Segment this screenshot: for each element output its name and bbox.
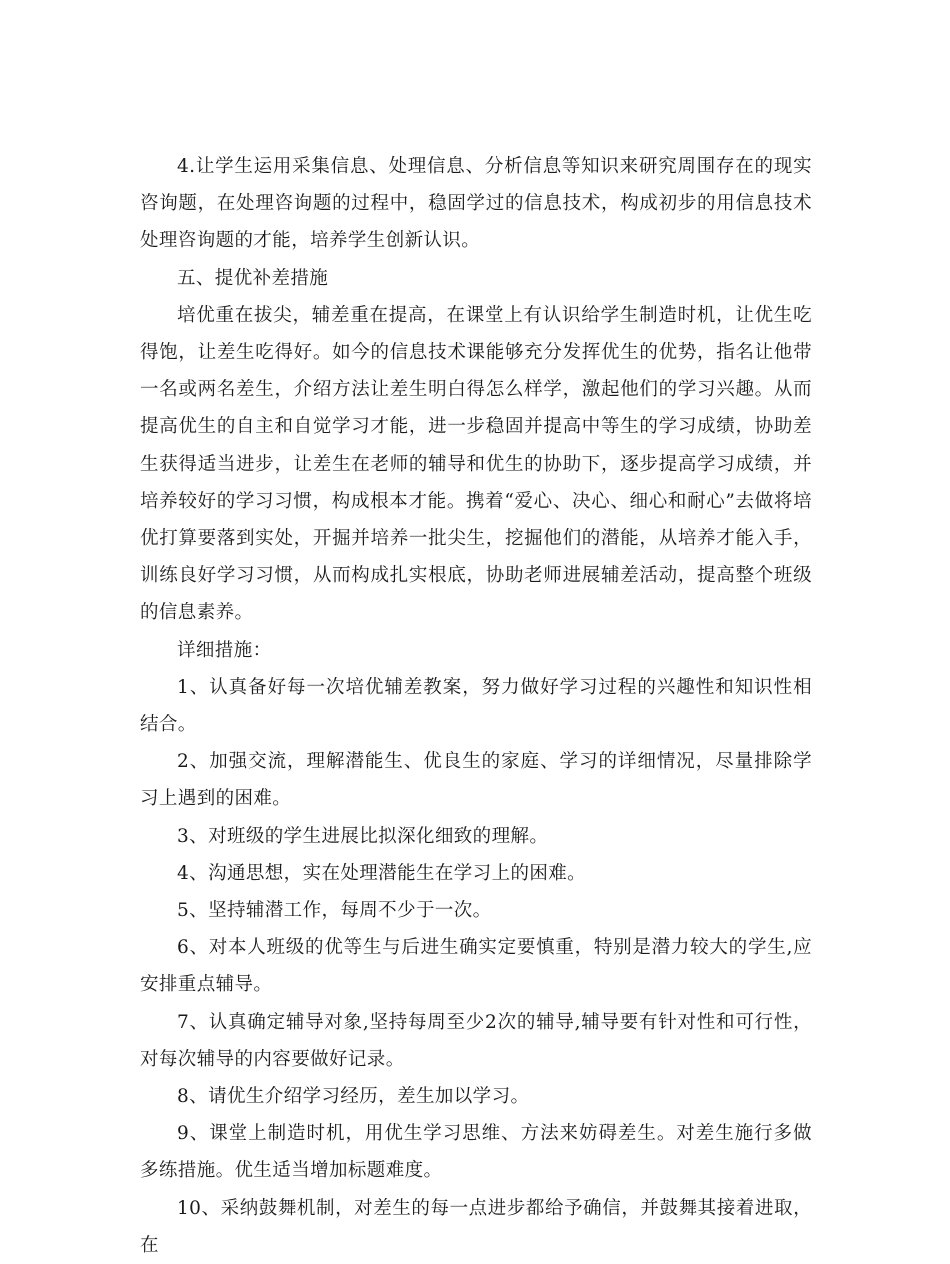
document-body (140, 148, 812, 1264)
list-item-4: 4、沟通思想，实在处理潜能生在学习上的困难。 (177, 862, 587, 884)
list-item-10: 10、采纳鼓舞机制，对差生的每一点进步都给予确信，并鼓舞其接着进取，在 (140, 1197, 812, 1256)
list-item-3: 3、对班级的学生进展比拟深化细致的理解。 (177, 825, 549, 847)
list-item-2: 2、加强交流，理解潜能生、优良生的家庭、学习的详细情况，尽量排除学习上遇到的困难。 (140, 751, 812, 810)
list-item-5: 5、坚持辅潜工作，每周不少于一次。 (177, 900, 492, 922)
list-item-7: 7、认真确定辅导对象,坚持每周至少2次的辅导,辅导要有针对性和可行性，对每次辅导的内容要做好记录。 (140, 1011, 812, 1070)
list-item-9: 9、课堂上制造时机，用优生学习思维、方法来妨碍差生。对差生施行多做多练措施。优生适当增加标题难度。 (140, 1123, 812, 1182)
subheading-detailed-measures: 详细措施： (177, 639, 272, 661)
list-item-8: 8、请优生介绍学习经历，差生加以学习。 (177, 1086, 530, 1108)
list-item-1: 1、认真备好每一次培优辅差教案，努力做好学习过程的兴趣性和知识性相结合。 (140, 676, 812, 736)
list-item-6: 6、对本人班级的优等生与后进生确实定要慎重，特别是潜力较大的学生,应安排重点辅导。 (140, 937, 812, 996)
paragraph-measures-intro: 培优重在拔尖，辅差重在提高，在课堂上有认识给学生制造时机，让优生吃得饱，让差生吃得好。如今的信息技术课能够充分发挥优生的优势，指名让他带一名或两名差生，介绍方法让差生明白得怎么样学，激起他们的学习兴趣。从而提高优生的自主和自觉学习才能，进一步稳固并提高中等生的学习成绩，协助差生获得适当进步，让差生在老师的辅导和优生的协助下，逐步提高学习成绩，并培养较好的学习习惯，构成根本才能。携着“爱心、决心、细心和耐心”去做将培优打算要落到实处，开掘并培养一批尖生，挖掘他们的潜能，从培养才能入手，训练良好学习习惯，从而构成扎实根底，协助老师进展辅差活动，提高整个班级的信息素养。 (140, 304, 812, 624)
section-heading-measures: 五、提优补差措施 (177, 267, 329, 289)
paragraph-item-4: 4.让学生运用采集信息、处理信息、分析信息等知识来研究周围存在的现实咨询题，在处理咨询题的过程中，稳固学过的信息技术，构成初步的用信息技术处理咨询题的才能，培养学生创新认识。 (140, 156, 812, 252)
